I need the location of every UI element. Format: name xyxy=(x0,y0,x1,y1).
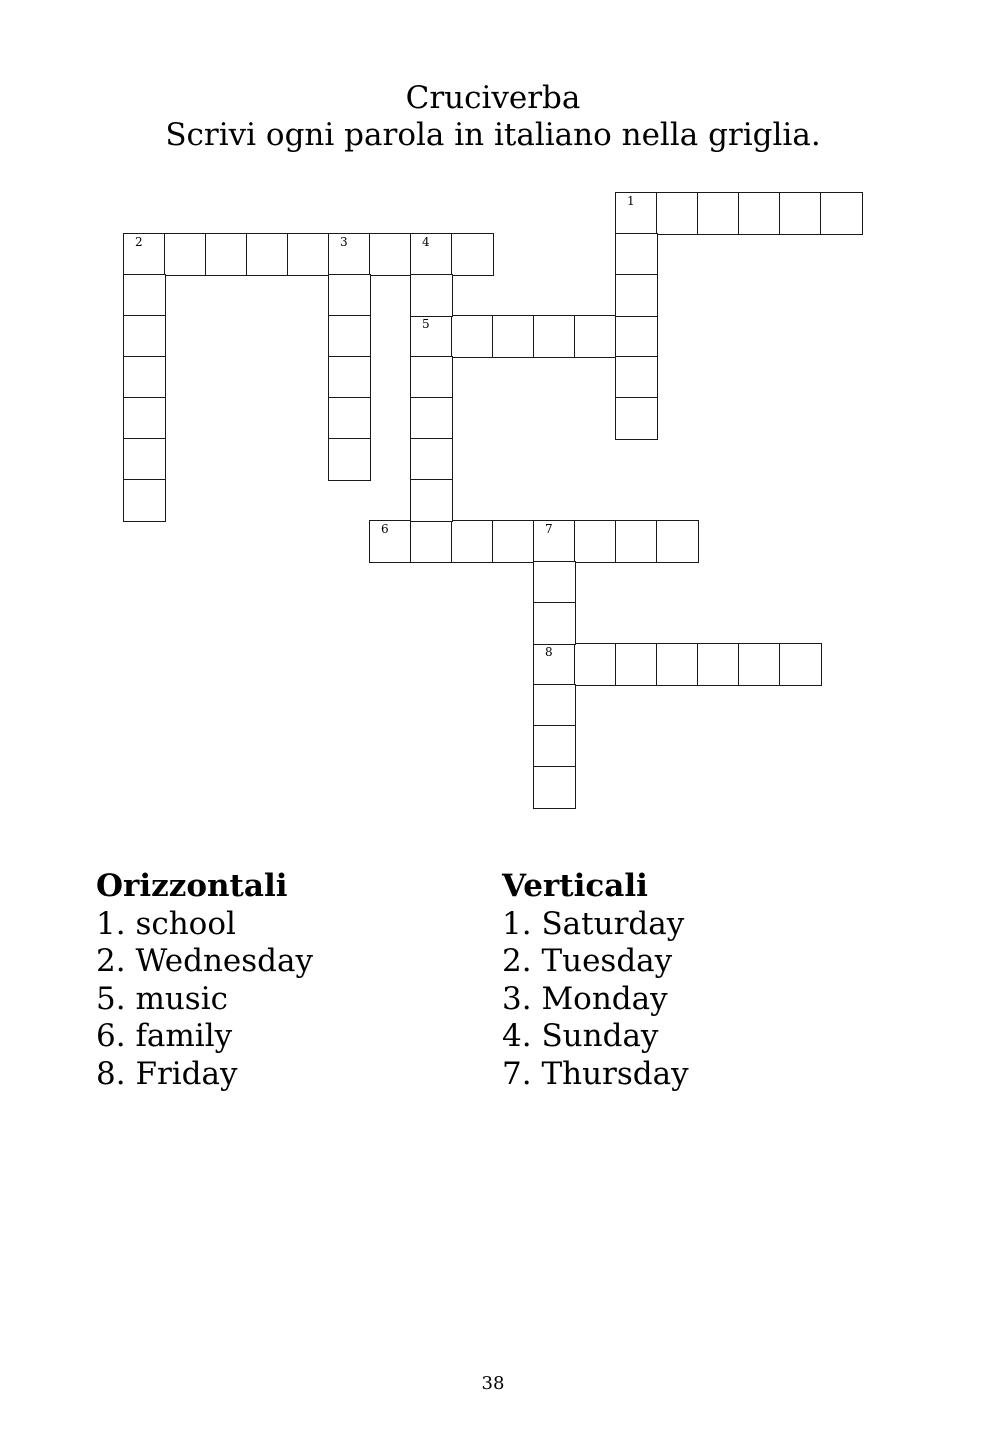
grid-cell[interactable] xyxy=(820,192,863,235)
grid-cell[interactable] xyxy=(287,233,330,276)
grid-cell[interactable] xyxy=(328,274,371,317)
grid-cell[interactable] xyxy=(328,438,371,481)
grid-cell[interactable] xyxy=(328,356,371,399)
grid-cell[interactable] xyxy=(738,192,781,235)
grid-cell[interactable] xyxy=(410,397,453,440)
grid-cell[interactable] xyxy=(615,315,658,358)
grid-cell[interactable] xyxy=(328,397,371,440)
down-clue: 4. Sunday xyxy=(502,1018,659,1054)
across-clue: 5. music xyxy=(96,980,228,1017)
across-clue: 2. Wednesday xyxy=(96,943,314,979)
down-clue: 7. Thursday xyxy=(502,1055,689,1092)
grid-cell[interactable] xyxy=(615,192,658,235)
grid-cell[interactable] xyxy=(123,479,166,522)
across-clues xyxy=(96,868,313,1093)
grid-cell[interactable] xyxy=(533,602,576,645)
grid-cell[interactable] xyxy=(656,520,699,563)
clue-number: 7 xyxy=(545,522,553,536)
page-title: Cruciverba xyxy=(405,80,581,116)
grid-cell[interactable] xyxy=(615,233,658,276)
grid-cell[interactable] xyxy=(205,233,248,276)
grid-cell[interactable] xyxy=(410,233,453,276)
instructions: Scrivi ogni parola in italiano nella griglia. xyxy=(165,117,821,153)
clue-number: 5 xyxy=(422,317,430,331)
grid-cell[interactable] xyxy=(656,643,699,686)
grid-cell[interactable] xyxy=(615,274,658,317)
clue-number: 2 xyxy=(135,235,143,249)
down-clue: 1. Saturday xyxy=(502,905,685,942)
grid-cell[interactable] xyxy=(533,725,576,768)
grid-cell[interactable] xyxy=(451,233,494,276)
grid-cell[interactable] xyxy=(697,643,740,686)
grid-cell[interactable] xyxy=(164,233,207,276)
down-heading: Verticali xyxy=(502,868,648,904)
grid-cell[interactable] xyxy=(615,520,658,563)
page-number: 38 xyxy=(481,1373,505,1394)
grid-cell[interactable] xyxy=(451,315,494,358)
grid-cell[interactable] xyxy=(123,356,166,399)
grid-cell[interactable] xyxy=(123,438,166,481)
grid-cell[interactable] xyxy=(533,315,576,358)
grid-cell[interactable] xyxy=(328,315,371,358)
clue-number: 4 xyxy=(422,235,430,249)
grid-cell[interactable] xyxy=(410,520,453,563)
grid-cell[interactable] xyxy=(574,643,617,686)
grid-cell[interactable] xyxy=(533,561,576,604)
grid-cell[interactable] xyxy=(123,397,166,440)
grid-cell[interactable] xyxy=(410,315,453,358)
grid-cell[interactable] xyxy=(410,274,453,317)
grid-cell[interactable] xyxy=(369,233,412,276)
clue-number: 6 xyxy=(381,522,389,536)
grid-cell[interactable] xyxy=(779,643,822,686)
grid-cell[interactable] xyxy=(533,766,576,809)
across-clue: 1. school xyxy=(96,905,236,942)
grid-cell[interactable] xyxy=(123,233,166,276)
grid-cell[interactable] xyxy=(246,233,289,276)
down-clue: 2. Tuesday xyxy=(502,943,673,979)
grid-cell[interactable] xyxy=(410,479,453,522)
grid-cell[interactable] xyxy=(492,315,535,358)
grid-cell[interactable] xyxy=(615,356,658,399)
grid-cell[interactable] xyxy=(123,274,166,317)
grid-cell[interactable] xyxy=(615,643,658,686)
across-clue: 8. Friday xyxy=(96,1055,238,1092)
grid-cell[interactable] xyxy=(410,356,453,399)
grid-cell[interactable] xyxy=(451,520,494,563)
grid-cell[interactable] xyxy=(492,520,535,563)
grid-cell[interactable] xyxy=(697,192,740,235)
grid-cell[interactable] xyxy=(533,520,576,563)
grid-cell[interactable] xyxy=(533,643,576,686)
clue-number: 3 xyxy=(340,235,348,249)
down-clues xyxy=(502,868,689,1093)
grid-cell[interactable] xyxy=(328,233,371,276)
grid-cell[interactable] xyxy=(738,643,781,686)
grid-cell[interactable] xyxy=(123,315,166,358)
grid-cell[interactable] xyxy=(574,315,617,358)
grid-cell[interactable] xyxy=(410,438,453,481)
down-clue: 3. Monday xyxy=(502,980,668,1017)
grid-cell[interactable] xyxy=(779,192,822,235)
grid-cell[interactable] xyxy=(656,192,699,235)
across-clue: 6. family xyxy=(96,1018,233,1054)
grid-cell[interactable] xyxy=(533,684,576,727)
clue-number: 8 xyxy=(545,645,553,659)
clue-number: 1 xyxy=(627,194,635,208)
across-heading: Orizzontali xyxy=(96,868,288,904)
grid-cell[interactable] xyxy=(369,520,412,563)
grid-cell[interactable] xyxy=(615,397,658,440)
grid-cell[interactable] xyxy=(574,520,617,563)
